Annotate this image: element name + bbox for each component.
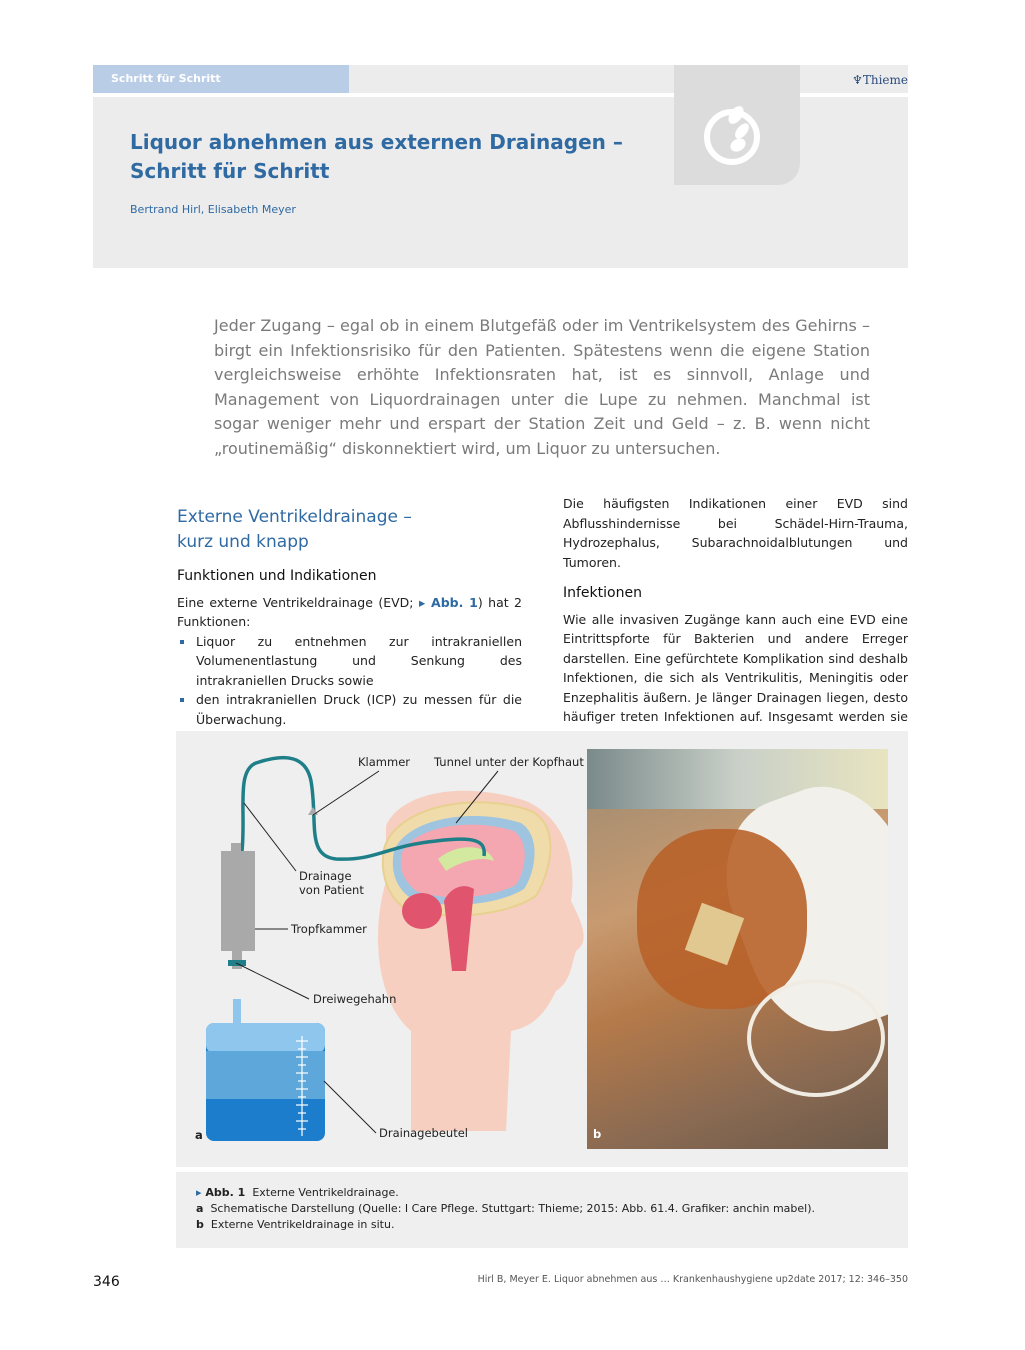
caption-figure-ref: ▸ Abb. 1	[196, 1186, 246, 1199]
section-logo-card	[674, 65, 800, 185]
figure-caption: ▸ Abb. 1 Externe Ventrikeldrainage. a Schematische Darstellung (Quelle: I Care Pflege. Stuttgart: Thieme; 2015: Abb. 61.4. Grafiker: anchin mabel). b Externe Ventrikeldrainage in situ.	[196, 1186, 815, 1231]
section-tab	[93, 65, 349, 93]
lead-paragraph: Jeder Zugang – egal ob in einem Blutgefäß oder im Ventrikelsystem des Gehirns – birgt ein Infektionsrisiko für den Patienten. Spätestens wenn die eigene Station vergleichsweise erhöhte Infektionsraten hat, ist es sinnvoll, Anlage und Management von Liquordrainagen unter die Lupe zu nehmen. Manchmal ist sogar weniger mehr und erspart der Station Zeit und Geld – z. B. wenn nicht „routinemäßig“ diskonnektiert wird, um Liquor zu untersuchen.	[214, 316, 870, 458]
page-number: 346	[93, 1274, 120, 1290]
subheading-funktionen: Funktionen und Indikationen	[177, 568, 377, 584]
subheading-infektionen: Infektionen	[563, 585, 642, 601]
infections-paragraph: Wie alle invasiven Zugänge kann auch eine EVD eine Eintrittspforte für Bakterien und andere Erreger darstellen. Eine gefürchtete Komplikation sind deshalb Infektionen, die sich als Ventrikulitis, Meningitis oder Enzephalitis äußern. Je länger Drainagen liegen, desto häufiger treten Infektionen auf. Insgesamt werden sie	[563, 611, 908, 724]
section-heading: Externe Ventrikeldrainage – kurz und knapp	[177, 507, 412, 552]
evd-photo	[587, 749, 888, 1149]
leaf-logo-icon	[674, 65, 800, 185]
label-drainage: Drainage von Patient	[299, 869, 364, 897]
left-column	[177, 505, 522, 729]
indications-paragraph: Die häufigsten Indikationen einer EVD sind Abflusshindernisse bei Schädel-Hirn-Trauma, Hydrozephalus, Subarachnoidalblutungen und Tumoren.	[563, 496, 908, 570]
publisher-logo: ♆Thieme	[852, 73, 908, 87]
footer-citation: Hirl B, Meyer E. Liquor abnehmen aus … Krankenhaushygiene up2date 2017; 12: 346–350	[477, 1274, 908, 1285]
section-tab-label: Schritt für Schritt	[111, 72, 221, 85]
label-dreiwegehahn: Dreiwegehahn	[313, 992, 397, 1006]
authors: Bertrand Hirl, Elisabeth Meyer	[130, 203, 296, 216]
cerebellum	[402, 893, 442, 929]
label-tunnel: Tunnel unter der Kopfhaut	[434, 755, 584, 769]
right-column	[563, 494, 908, 746]
clamp-icon	[308, 807, 318, 815]
label-drainagebeutel: Drainagebeutel	[379, 1126, 468, 1140]
label-klammer: Klammer	[358, 755, 410, 769]
functions-list	[177, 632, 522, 730]
thieme-seal-icon: ♆	[852, 73, 863, 87]
panel-label-b: b	[593, 1127, 602, 1141]
panel-label-a: a	[195, 1128, 203, 1142]
article-title: Liquor abnehmen aus externen Drainagen – Schritt für Schritt	[130, 130, 623, 183]
functions-paragraph: Eine externe Ventrikeldrainage (EVD; ▸ Abb. 1) hat 2 Funktionen:	[177, 594, 523, 629]
list-item: den intrakraniellen Druck (ICP) zu messen für die Überwachung.	[177, 690, 522, 729]
figure-reference-link[interactable]: ▸ Abb. 1	[418, 594, 478, 610]
evd-schematic	[176, 731, 586, 1167]
drip-chamber	[221, 851, 255, 951]
list-item: Liquor zu entnehmen zur intrakraniellen Volumenentlastung und Senkung des intrakraniellen Drucks sowie	[177, 632, 522, 691]
label-tropfkammer: Tropfkammer	[291, 922, 367, 936]
